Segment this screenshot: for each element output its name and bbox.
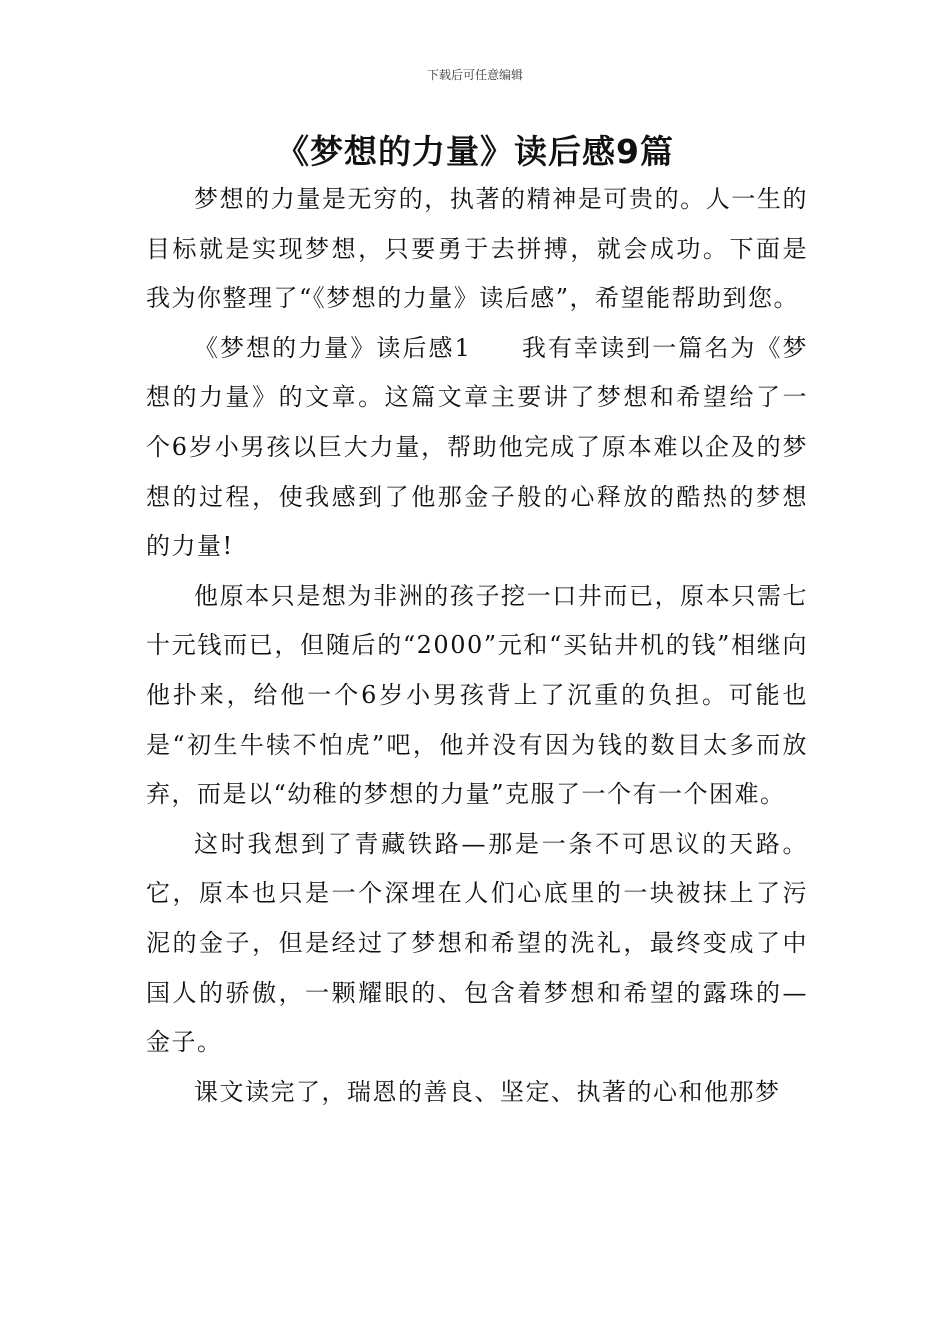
section-1-paragraph bbox=[146, 324, 808, 572]
section-1-text: 我有幸读到一篇名为《梦想的力量》的文章。这篇文章主要讲了梦想和希望给了一个6岁小男孩以巨大力量，帮助他完成了原本难以企及的梦想的过程，使我感到了他那金子般的心释放的酷热的梦想的力量! bbox=[146, 333, 808, 561]
body-paragraph: 这时我想到了青藏铁路—那是一条不可思议的天路。它，原本也只是一个深埋在人们心底里的一块被抹上了污泥的金子，但是经过了梦想和希望的洗礼，最终变成了中国人的骄傲，一颗耀眼的、包含着梦想和希望的露珠的—金子。 bbox=[146, 829, 808, 1057]
document-body bbox=[146, 175, 808, 1117]
section-1-heading: 《梦想的力量》读后感1 bbox=[194, 333, 472, 362]
document-title: 《梦想的力量》读后感9篇 bbox=[276, 132, 674, 171]
intro-paragraph: 梦想的力量是无穷的，执著的精神是可贵的。人一生的目标就是实现梦想，只要勇于去拼搏，就会成功。下面是我为你整理了“《梦想的力量》读后感”，希望能帮助到您。 bbox=[146, 185, 808, 313]
page-header-note: 下载后可任意编辑 bbox=[426, 68, 523, 82]
body-paragraph: 他原本只是想为非洲的孩子挖一口井而已，原本只需七十元钱而已，但随后的“2000”元和“买钻井机的钱”相继向他扑来，给他一个6岁小男孩背上了沉重的负担。可能也是“初生牛犊不怕虎”吧，他并没有因为钱的数目太多而放弃，而是以“幼稚的梦想的力量”克服了一个有一个困难。 bbox=[146, 581, 808, 809]
body-paragraph-partial: 课文读完了，瑞恩的善良、坚定、执著的心和他那梦 bbox=[194, 1077, 781, 1106]
